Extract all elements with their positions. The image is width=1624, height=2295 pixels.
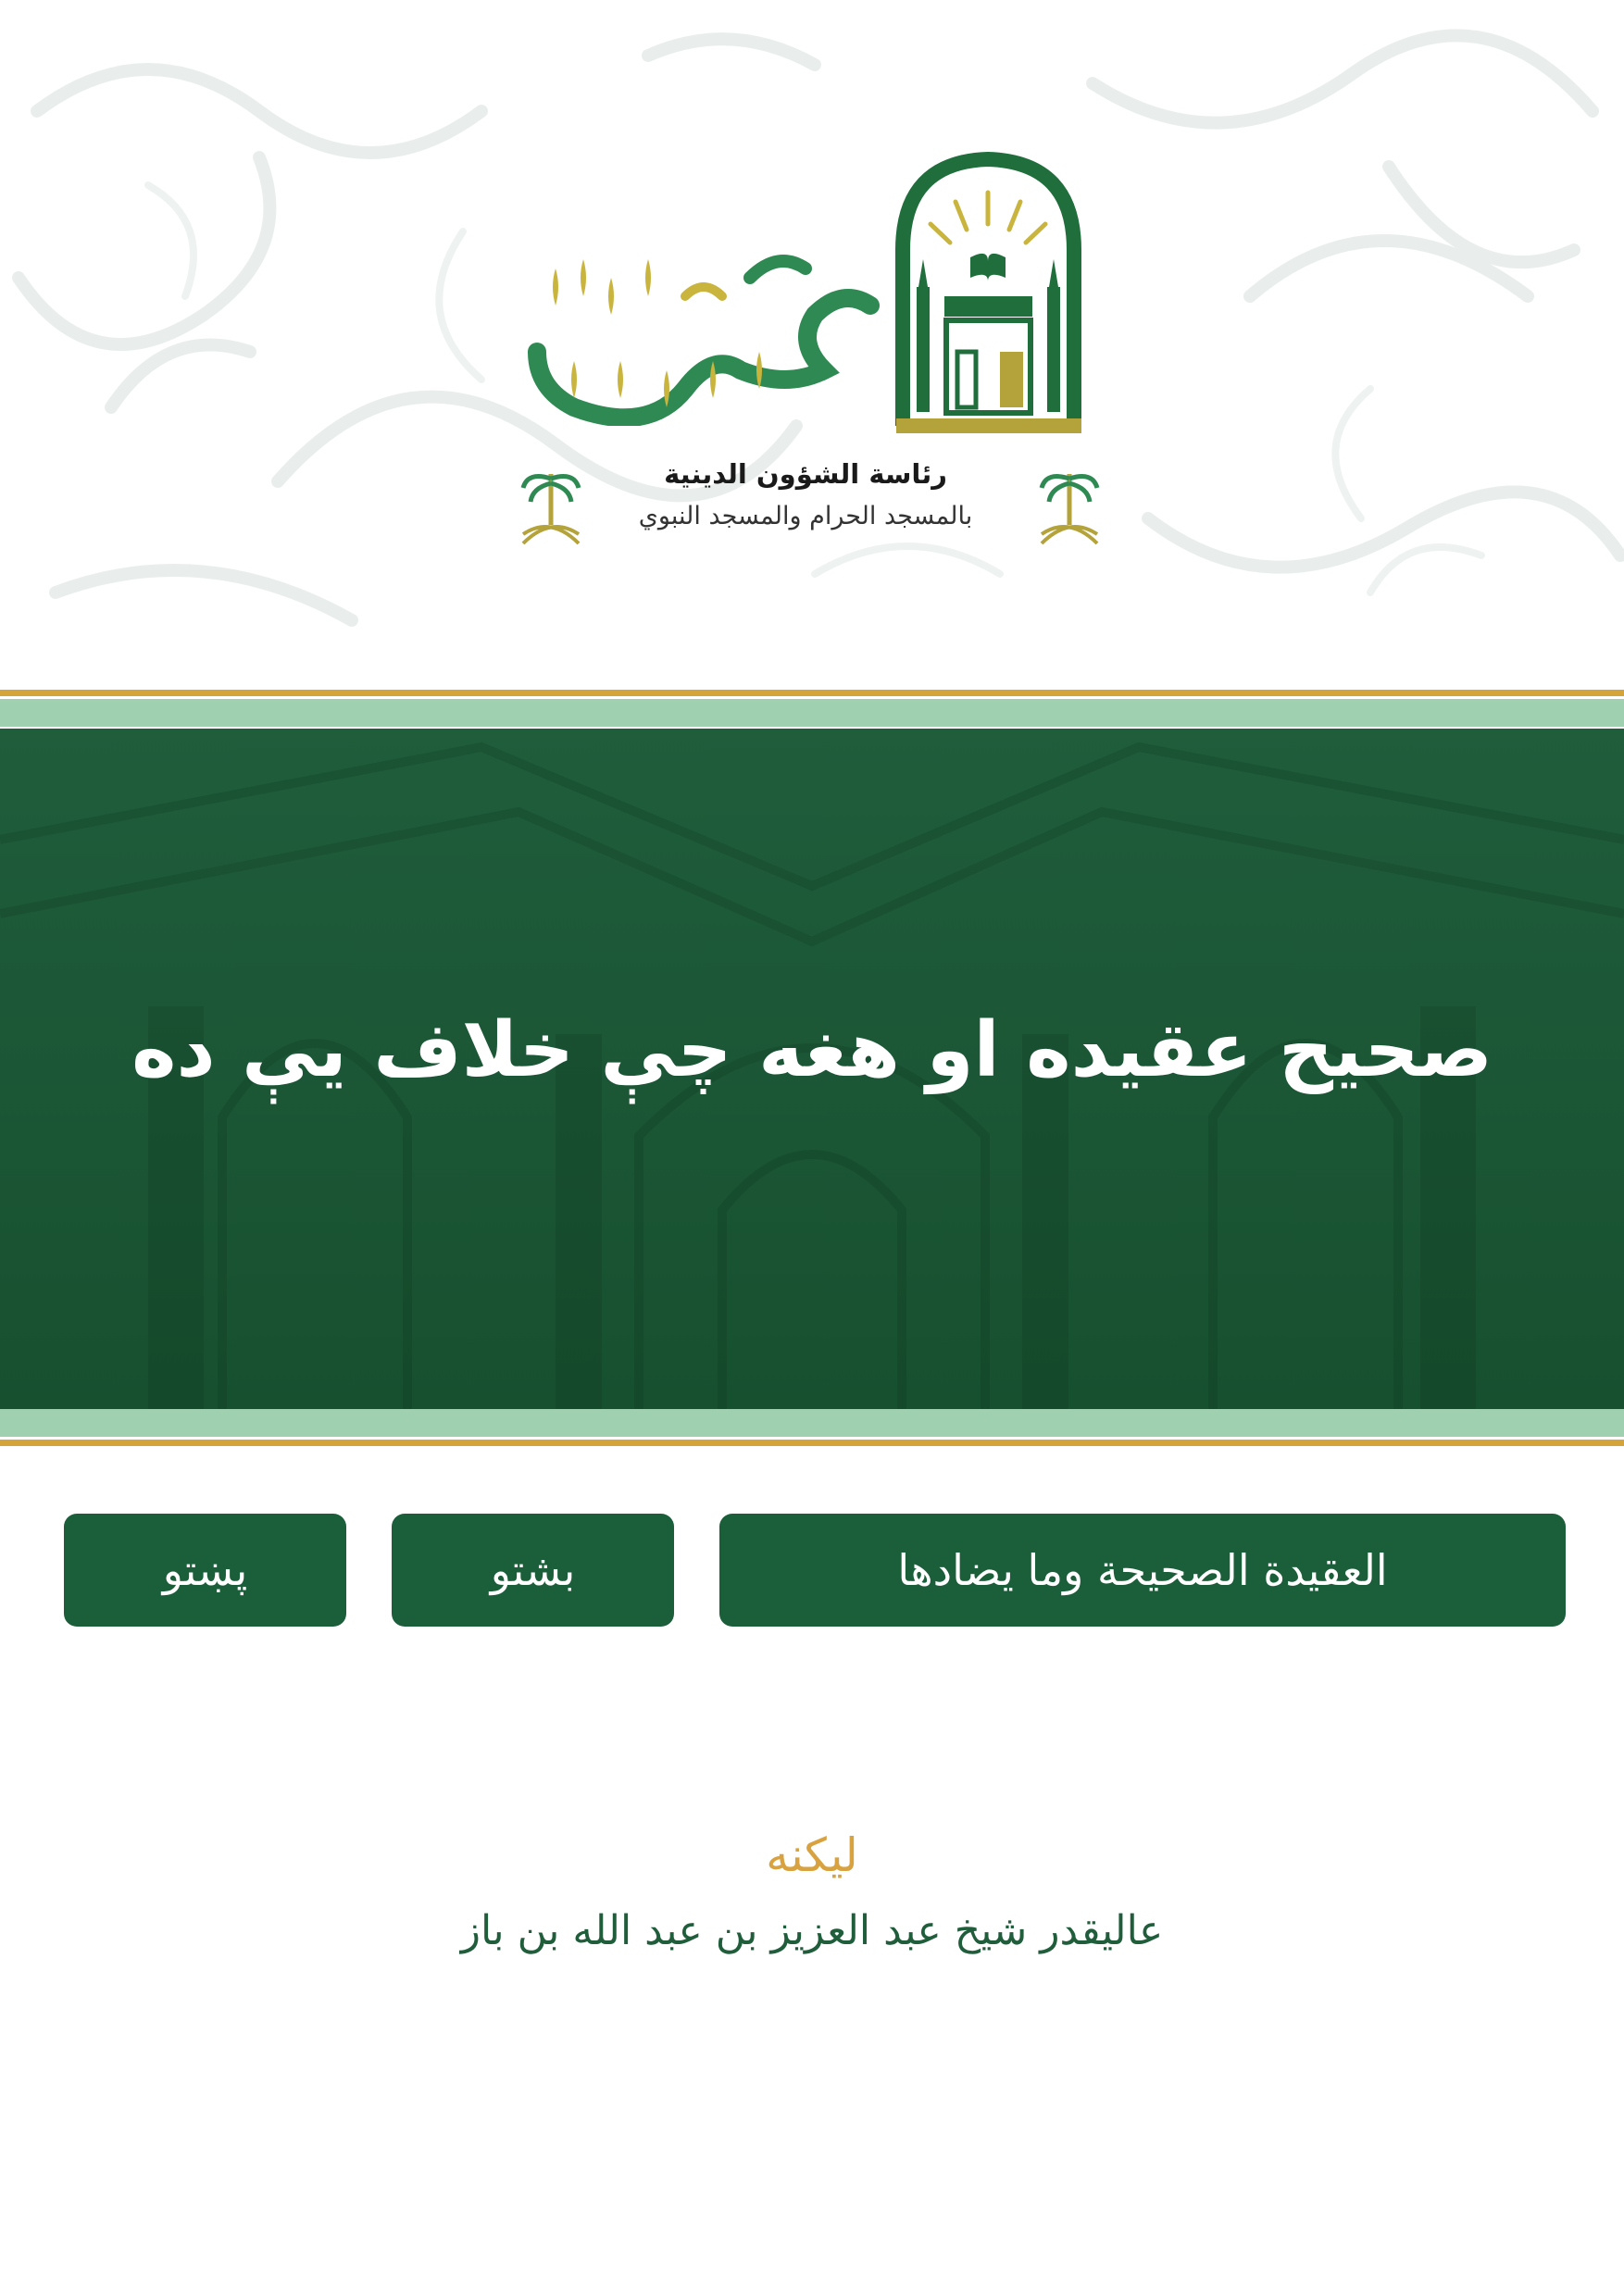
title-banner [0,690,1624,1449]
language-tag-arabic: بشتو [392,1514,674,1627]
main-title: صحيح عقيده او هغه چې خلاف یې ده [131,1006,1493,1094]
harameen-wordmark-logo [518,241,889,426]
gold-rule-bottom [0,1440,1624,1446]
mint-band-bottom [0,1409,1624,1437]
agency-name: رئاسة الشؤون الدينية [664,458,947,490]
language-tag-pashto: پښتو [64,1514,346,1627]
arabic-title-tag: العقيدة الصحيحة وما يضادها [719,1514,1566,1627]
mint-band-top [0,699,1624,727]
logo [518,139,1111,555]
banner-panel [0,729,1624,1409]
saudi-palm-swords-icon [1037,465,1102,550]
gold-rule-top [0,690,1624,696]
author-label: ليکنه [766,1828,858,1882]
author-name: عالیقدر شیخ عبد العزیز بن عبد الله بن باز [460,1907,1164,1954]
kaaba-mosque-emblem-icon [889,148,1088,444]
agency-subtitle: بالمسجد الحرام والمسجد النبوي [638,502,973,530]
